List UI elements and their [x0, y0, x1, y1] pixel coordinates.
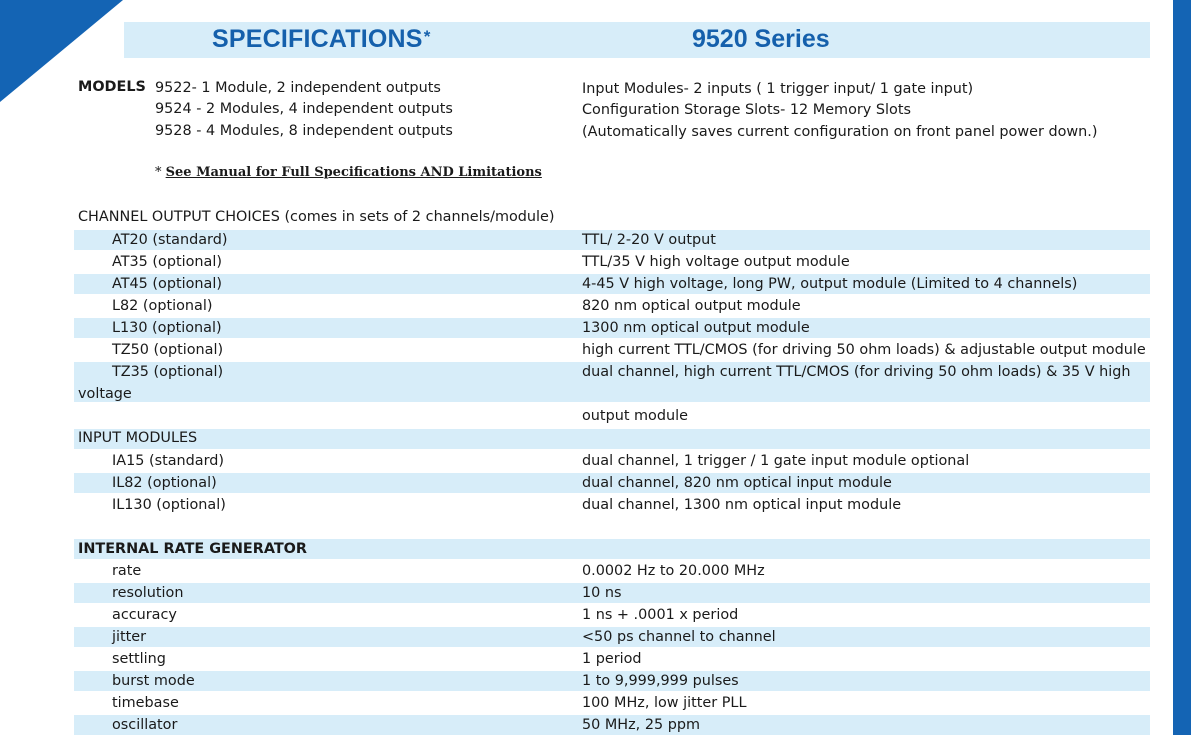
input-module-desc: dual channel, 1 trigger / 1 gate input module optional	[582, 453, 970, 469]
rate-spec-value: 1 ns + .0001 x period	[582, 607, 739, 623]
output-module-desc: dual channel, high current TTL/CMOS (for driving 50 ohm loads) & 35 V high	[582, 364, 1131, 380]
rate-spec-value: <50 ps channel to channel	[582, 629, 776, 645]
series-title: 9520 Series	[692, 25, 830, 53]
output-module-desc: 4-45 V high voltage, long PW, output module (Limited to 4 channels)	[582, 276, 1078, 292]
output-module-name-wrap: voltage	[78, 386, 132, 402]
model-9522: 9522- 1 Module, 2 independent outputs	[155, 80, 441, 96]
input-module-desc: dual channel, 1300 nm optical input module	[582, 497, 902, 513]
output-module-name: AT35 (optional)	[112, 254, 222, 270]
output-module-desc: TTL/ 2-20 V output	[582, 232, 716, 248]
output-module-desc: 1300 nm optical output module	[582, 320, 810, 336]
input-module-name: IL82 (optional)	[112, 475, 217, 491]
rate-spec-value: 50 MHz, 25 ppm	[582, 717, 700, 733]
rate-spec-value: 1 to 9,999,999 pulses	[582, 673, 739, 689]
output-module-desc: TTL/35 V high voltage output module	[582, 254, 850, 270]
output-module-desc-wrap: output module	[582, 408, 688, 424]
input-module-desc: dual channel, 820 nm optical input module	[582, 475, 892, 491]
rate-spec-value: 100 MHz, low jitter PLL	[582, 695, 747, 711]
config-storage-summary: Configuration Storage Slots- 12 Memory Slots	[582, 102, 911, 118]
output-module-name: AT20 (standard)	[112, 232, 228, 248]
input-module-name: IL130 (optional)	[112, 497, 226, 513]
rate-spec-name: timebase	[112, 695, 179, 711]
output-module-name: TZ35 (optional)	[112, 364, 224, 380]
rate-generator-heading: INTERNAL RATE GENERATOR	[78, 541, 307, 557]
channel-output-heading: CHANNEL OUTPUT CHOICES (comes in sets of 2 channels/module)	[78, 209, 555, 225]
output-module-name: TZ50 (optional)	[112, 342, 224, 358]
rate-spec-value: 10 ns	[582, 585, 622, 601]
auto-save-note: (Automatically saves current configuration on front panel power down.)	[582, 124, 1098, 140]
model-9528: 9528 - 4 Modules, 8 independent outputs	[155, 123, 453, 139]
rate-spec-name: settling	[112, 651, 166, 667]
rate-spec-name: rate	[112, 563, 142, 579]
input-modules-heading: INPUT MODULES	[78, 430, 198, 446]
rate-spec-name: accuracy	[112, 607, 177, 623]
rate-spec-value: 1 period	[582, 651, 642, 667]
manual-note[interactable]: * See Manual for Full Specifications AND Limitations	[155, 165, 542, 180]
rate-spec-name: jitter	[112, 629, 147, 645]
input-module-name: IA15 (standard)	[112, 453, 225, 469]
input-modules-summary: Input Modules- 2 inputs ( 1 trigger input/ 1 gate input)	[582, 81, 974, 97]
output-module-name: L82 (optional)	[112, 298, 213, 314]
page-title: SPECIFICATIONS*	[212, 25, 431, 53]
rate-spec-name: oscillator	[112, 717, 178, 733]
model-9524: 9524 - 2 Modules, 4 independent outputs	[155, 101, 453, 117]
rate-spec-name: burst mode	[112, 673, 195, 689]
rate-spec-value: 0.0002 Hz to 20.000 MHz	[582, 563, 765, 579]
specifications-header	[124, 22, 1150, 58]
output-module-desc: high current TTL/CMOS (for driving 50 ohm loads) & adjustable output module	[582, 342, 1146, 358]
rate-spec-name: resolution	[112, 585, 184, 601]
table-row-band	[74, 429, 1150, 449]
models-label: MODELS	[78, 79, 146, 95]
output-module-name: AT45 (optional)	[112, 276, 222, 292]
output-module-desc: 820 nm optical output module	[582, 298, 801, 314]
output-module-name: L130 (optional)	[112, 320, 222, 336]
